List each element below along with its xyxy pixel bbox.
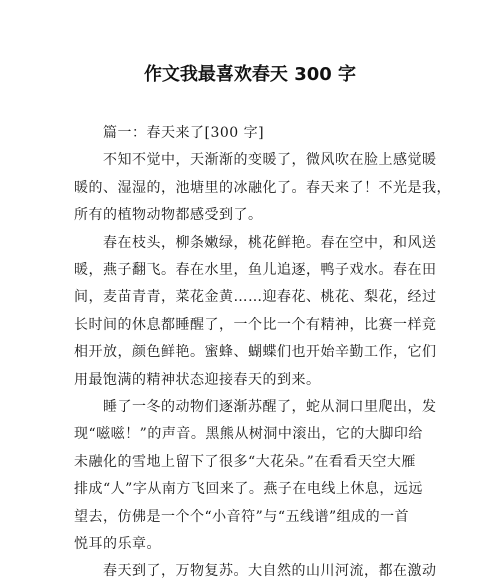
- text-line: 未融化的雪地上留下了很多“大花朵。”在看看天空大雁: [74, 454, 416, 470]
- text-line: 悦耳的乐章。: [74, 536, 161, 552]
- text-line: 暖的、湿湿的，池塘里的冰融化了。春天来了！不光是我，: [74, 180, 451, 196]
- text-line: 间，麦苗青青，菜花金黄……迎春花、桃花、梨花，经过: [74, 289, 437, 305]
- text-line: 用最饱满的精神状态迎接春天的到来。: [74, 372, 321, 388]
- text-line: 所有的植物动物都感受到了。: [74, 207, 263, 223]
- text-line: 望去，仿佛是一个个“小音符”与“五线谱”组成的一首: [74, 509, 410, 525]
- document-title: 作文我最喜欢春天 300 字: [143, 64, 357, 85]
- text-line: 春天到了，万物复苏。大自然的山川河流，都在激动: [103, 563, 437, 579]
- text-line: 不知不觉中，天渐渐的变暖了，微风吹在脸上感觉暖: [103, 152, 437, 168]
- section-heading: 篇一：春天来了[300 字]: [103, 125, 265, 141]
- text-line: 春在枝头，柳条嫩绿，桃花鲜艳。春在空中，和风送: [103, 235, 437, 251]
- text-line: 睡了一冬的动物们逐渐苏醒了，蛇从洞口里爬出，发: [103, 399, 437, 415]
- text-line: 长时间的休息都睡醒了，一个比一个有精神，比赛一样竞: [74, 317, 437, 333]
- text-line: 相开放，颜色鲜艳。蜜蜂、蝴蝶们也开始辛勤工作，它们: [74, 344, 437, 360]
- text-line: 排成“人”字从南方飞回来了。燕子在电线上休息，远远: [74, 481, 423, 497]
- text-line: 现“嗞嗞！”的声音。黑熊从树洞中滚出，它的大脚印给: [74, 426, 423, 442]
- text-line: 暖，燕子翻飞。春在水里，鱼儿追逐，鸭子戏水。春在田: [74, 262, 437, 278]
